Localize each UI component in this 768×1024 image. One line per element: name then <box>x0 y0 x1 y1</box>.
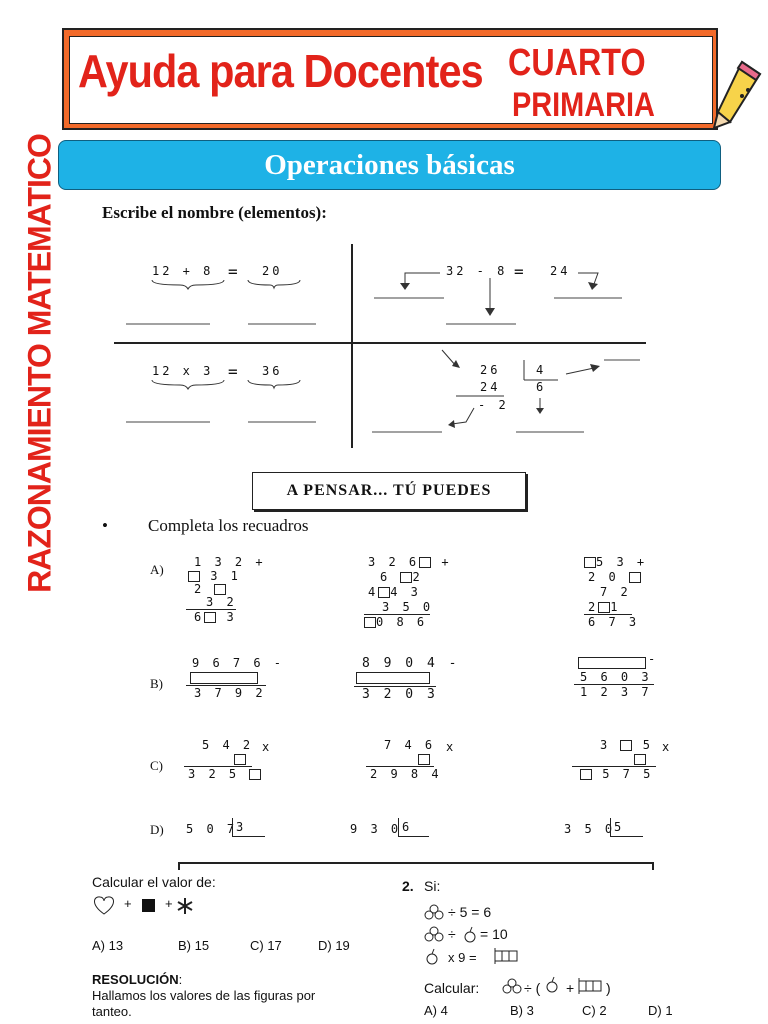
blank-box[interactable] <box>400 572 412 583</box>
blank-box[interactable] <box>620 740 632 751</box>
a2-row3: 4 4 3 <box>368 585 421 599</box>
square-icon <box>142 899 155 912</box>
a1-row4: 3 2 <box>206 595 237 609</box>
b3-blank[interactable] <box>578 657 646 669</box>
b1-result: 3 7 9 2 <box>194 686 266 700</box>
option2-b: B) 3 <box>510 1003 534 1018</box>
label-b: B) <box>150 676 163 691</box>
banner-title: Ayuda para Docentes <box>78 45 483 97</box>
problem-intro: Si: <box>424 878 441 894</box>
asterisk-icon <box>178 898 192 914</box>
c3-result: 5 7 5 <box>580 767 653 781</box>
calc-label: Calcular: <box>424 980 480 996</box>
b3-result: 1 2 3 7 <box>580 685 652 699</box>
figures-row <box>92 894 202 918</box>
calc-expr-a: ÷ ( <box>524 980 541 996</box>
clover-icon <box>502 978 522 996</box>
equation-2b: = 10 <box>480 926 508 942</box>
a1-result: 6 3 <box>194 610 237 624</box>
grid-box-icon <box>494 948 518 964</box>
bullet: • <box>102 516 108 535</box>
q3-equal: = <box>228 362 241 381</box>
q2-equal: = <box>514 262 527 281</box>
equation-3: x 9 = <box>448 950 477 965</box>
option2-a: A) 4 <box>424 1003 448 1018</box>
equation-1: ÷ 5 = 6 <box>448 904 492 920</box>
a2-row4: 3 5 0 <box>382 600 434 614</box>
grid-box-icon <box>578 978 602 994</box>
blank-box[interactable] <box>584 557 596 568</box>
d1-num: 5 0 7 <box>186 822 238 836</box>
section1-heading: Escribe el nombre (elementos): <box>102 203 327 222</box>
c2-x: x <box>446 740 457 754</box>
equation-2: ÷ <box>448 926 456 942</box>
a3-result: 6 7 3 <box>588 615 640 629</box>
think-box: A PENSAR... TÚ PUEDES <box>252 472 526 510</box>
c2-result: 2 9 8 4 <box>370 767 442 781</box>
a1-row2: 3 1 <box>188 569 241 583</box>
q3-left: 12 x 3 <box>152 364 214 378</box>
section2-heading: Completa los recuadros <box>148 516 309 535</box>
c2-blank[interactable] <box>418 754 430 765</box>
header-banner <box>62 28 718 130</box>
a2-row2: 6 2 <box>380 570 423 584</box>
q2-right: 24 <box>550 264 571 278</box>
b3-mid: 5 6 0 3 <box>580 670 652 684</box>
label-d: D) <box>150 822 164 837</box>
pencil-icon <box>704 60 764 130</box>
option-b: B) 15 <box>178 938 210 953</box>
blank-box[interactable] <box>364 617 376 628</box>
resolution-text-1: Hallamos los valores de las figuras por <box>92 988 316 1003</box>
option-d: D) 19 <box>318 938 350 953</box>
c3-top: 3 5 <box>600 738 653 752</box>
calc-expr-c: ) <box>606 980 611 996</box>
label-c: C) <box>150 758 163 773</box>
blank-box[interactable] <box>214 584 226 595</box>
topic-bar <box>58 140 721 190</box>
grade-line-2: PRIMARIA <box>512 86 655 124</box>
d2-num: 9 3 0 <box>350 822 402 836</box>
c3-blank[interactable] <box>634 754 646 765</box>
blank-box[interactable] <box>419 557 431 568</box>
apple-icon <box>424 948 440 966</box>
a2-result: 0 8 6 <box>364 615 427 629</box>
a3-row1: 5 3 + <box>584 555 647 569</box>
d3-num: 3 5 0 <box>564 822 616 836</box>
separator <box>178 862 654 870</box>
q4-rest: - 2 <box>478 398 509 412</box>
a3-row2: 2 0 <box>588 570 641 584</box>
plus-2: + <box>165 896 173 911</box>
a1-row3: 2 <box>194 582 226 596</box>
c2-top: 7 4 6 <box>384 738 436 752</box>
clover-icon <box>424 926 444 944</box>
option-a: A) 13 <box>92 938 124 953</box>
problem-number: 2. <box>402 878 414 894</box>
apple-icon <box>544 976 560 994</box>
option2-c: C) 2 <box>582 1003 607 1018</box>
b2-blank[interactable] <box>356 672 430 684</box>
apple-icon <box>462 926 478 944</box>
blank-box[interactable] <box>598 602 610 613</box>
label-a: A) <box>150 562 164 577</box>
a1-row1: 1 3 2 + <box>194 555 266 569</box>
grade-line-1: CUARTO <box>508 42 646 84</box>
b2-top: 8 9 0 4 - <box>362 656 460 671</box>
resolution-text-2: tanteo. <box>92 1004 132 1019</box>
a3-row4: 2 1 <box>588 600 621 614</box>
clover-icon <box>424 904 444 922</box>
blank-box[interactable] <box>204 612 216 623</box>
option-c: C) 17 <box>250 938 282 953</box>
b1-blank[interactable] <box>190 672 258 684</box>
a3-row3: 7 2 <box>600 585 631 599</box>
q2-left: 32 - 8 <box>446 264 508 278</box>
calc-prompt: Calcular el valor de: <box>92 874 216 890</box>
c1-result: 3 2 5 <box>188 767 261 781</box>
d3-bracket: 5 <box>610 818 643 837</box>
blank-box[interactable] <box>249 769 261 780</box>
q1-left: 12 + 8 <box>152 264 214 278</box>
q1-equal: = <box>228 262 241 281</box>
b1-top: 9 6 7 6 - <box>192 656 285 670</box>
q4-quotient: 6 <box>536 380 547 394</box>
b3-minus: - <box>648 652 659 666</box>
b2-result: 3 2 0 3 <box>362 687 438 702</box>
heart-icon <box>95 897 114 914</box>
q4-dividend: 26 <box>480 363 501 377</box>
c1-x: x <box>262 740 273 754</box>
blank-box[interactable] <box>580 769 592 780</box>
q4-sub: 24 <box>480 380 501 394</box>
d2-bracket: 6 <box>398 818 429 837</box>
c1-top: 5 4 2 <box>202 738 254 752</box>
q3-right: 36 <box>262 364 283 378</box>
a2-row1: 3 2 6 + <box>368 555 452 569</box>
c1-blank[interactable] <box>234 754 246 765</box>
plus-1: + <box>124 896 132 911</box>
topic-title: Operaciones básicas <box>264 149 515 181</box>
calc-expr-b: + <box>566 980 575 996</box>
blank-box[interactable] <box>188 571 200 582</box>
c3-x: x <box>662 740 673 754</box>
resolution-label: RESOLUCIÓN: <box>92 972 183 987</box>
q1-right: 20 <box>262 264 283 278</box>
option2-d: D) 1 <box>648 1003 673 1018</box>
blank-box[interactable] <box>378 587 390 598</box>
side-label: RAZONAMIENTO MATEMATICO <box>21 134 58 593</box>
blank-box[interactable] <box>629 572 641 583</box>
d1-bracket: 3 <box>232 818 265 837</box>
q4-divisor: 4 <box>536 363 547 377</box>
